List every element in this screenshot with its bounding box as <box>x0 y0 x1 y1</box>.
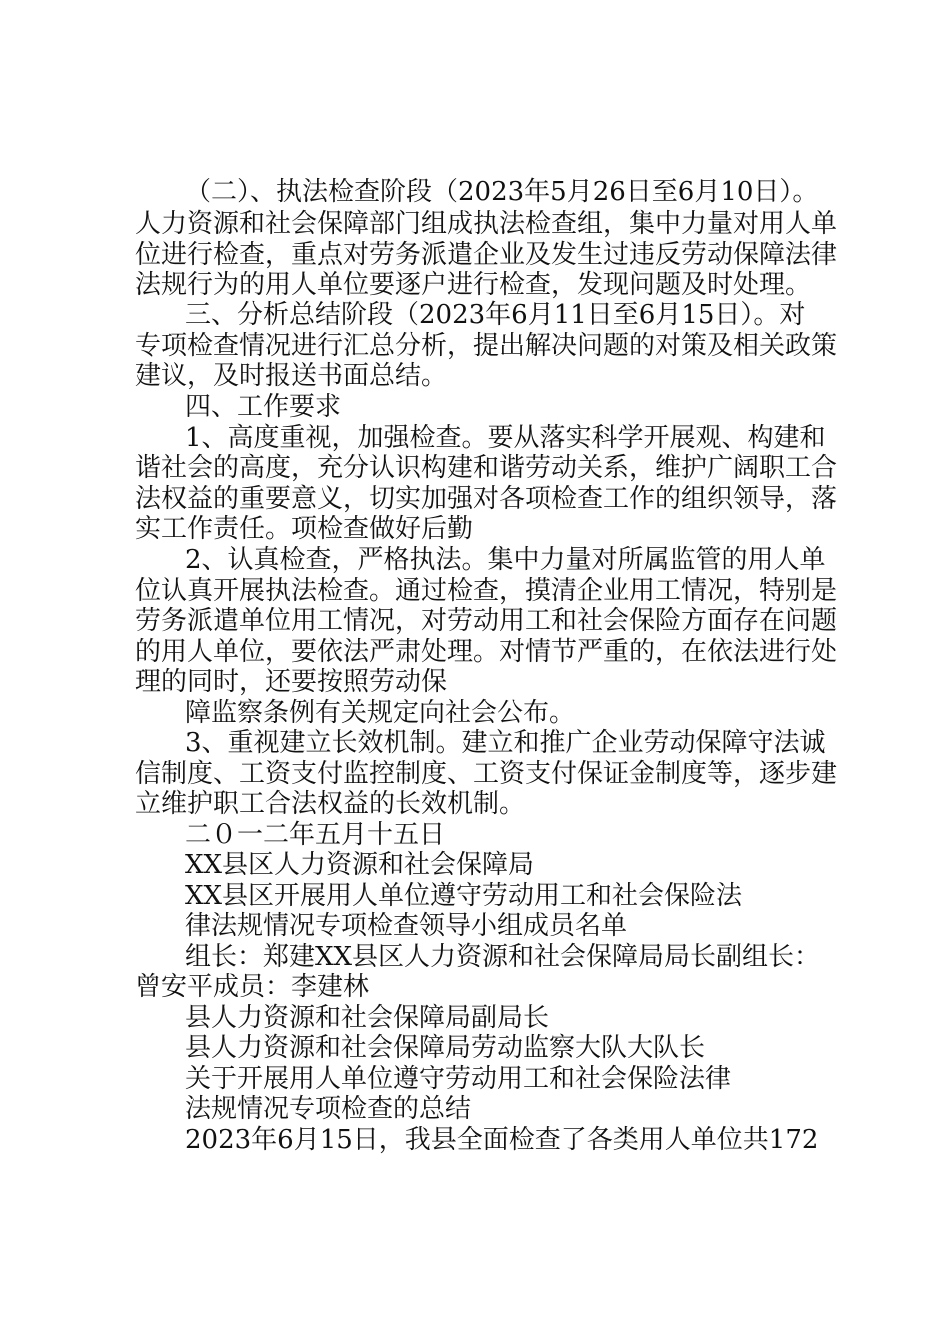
text-line: 法权益的重要意义，切实加强对各项检查工作的组织领导，落 <box>135 484 838 514</box>
text-line: 2023年6月15日，我县全面检查了各类用人单位共172 <box>185 1125 819 1155</box>
text-line: 的用人单位，要依法严肃处理。对情节严重的，在依法进行处 <box>135 637 838 667</box>
text-line: 组长：郑建XX县区人力资源和社会保障局局长副组长： <box>185 942 821 972</box>
date-line: 二０一二年五月十五日 <box>185 820 446 850</box>
title-line: XX县区开展用人单位遵守劳动用工和社会保险法 <box>185 881 743 911</box>
text-line: 位认真开展执法检查。通过检查，摸清企业用工情况，特别是 <box>135 576 838 606</box>
text-line: 谐社会的高度，充分认识构建和谐劳动关系，维护广阔职工合 <box>135 453 838 483</box>
text-line: 3、重视建立长效机制。建立和推广企业劳动保障守法诚 <box>185 728 826 758</box>
text-line: 建议，及时报送书面总结。 <box>135 361 448 391</box>
text-line: 实工作责任。项检查做好后勤 <box>135 514 474 544</box>
title-line: 律法规情况专项检查领导小组成员名单 <box>185 911 628 941</box>
text-line: 障监察条例有关规定向社会公布。 <box>185 698 576 728</box>
title-line: 关于开展用人单位遵守劳动用工和社会保险法律 <box>185 1064 732 1094</box>
text-line: 理的同时，还要按照劳动保 <box>135 667 448 697</box>
text-line: 专项检查情况进行汇总分析，提出解决问题的对策及相关政策 <box>135 331 838 361</box>
text-line: 2、认真检查，严格执法。集中力量对所属监管的用人单 <box>185 545 826 575</box>
section-heading: 四、工作要求 <box>185 392 342 422</box>
text-line: 位进行检查，重点对劳务派遣企业及发生过违反劳动保障法律 <box>135 240 838 270</box>
text-line: 法规行为的用人单位要逐户进行检查，发现问题及时处理。 <box>135 270 812 300</box>
text-line: 三、分析总结阶段（2023年6月11日至6月15日）。对 <box>185 300 806 330</box>
text-line: （二）、执法检查阶段（2023年5月26日至6月10日）。 <box>185 177 819 207</box>
text-line: 人力资源和社会保障部门组成执法检查组，集中力量对用人单 <box>135 209 838 239</box>
title-line: 法规情况专项检查的总结 <box>185 1094 472 1124</box>
text-line: 县人力资源和社会保障局副局长 <box>185 1003 550 1033</box>
text-line: 劳务派遣单位用工情况，对劳动用工和社会保险方面存在问题 <box>135 606 838 636</box>
text-line: 立维护职工合法权益的长效机制。 <box>135 789 526 819</box>
text-line: 县人力资源和社会保障局劳动监察大队大队长 <box>185 1033 706 1063</box>
text-line: 曾安平成员：李建林 <box>135 972 370 1002</box>
issuer-line: XX县区人力资源和社会保障局 <box>185 850 535 880</box>
text-line: 1、高度重视，加强检查。要从落实科学开展观、构建和 <box>185 423 826 453</box>
text-line: 信制度、工资支付监控制度、工资支付保证金制度等，逐步建 <box>135 759 838 789</box>
